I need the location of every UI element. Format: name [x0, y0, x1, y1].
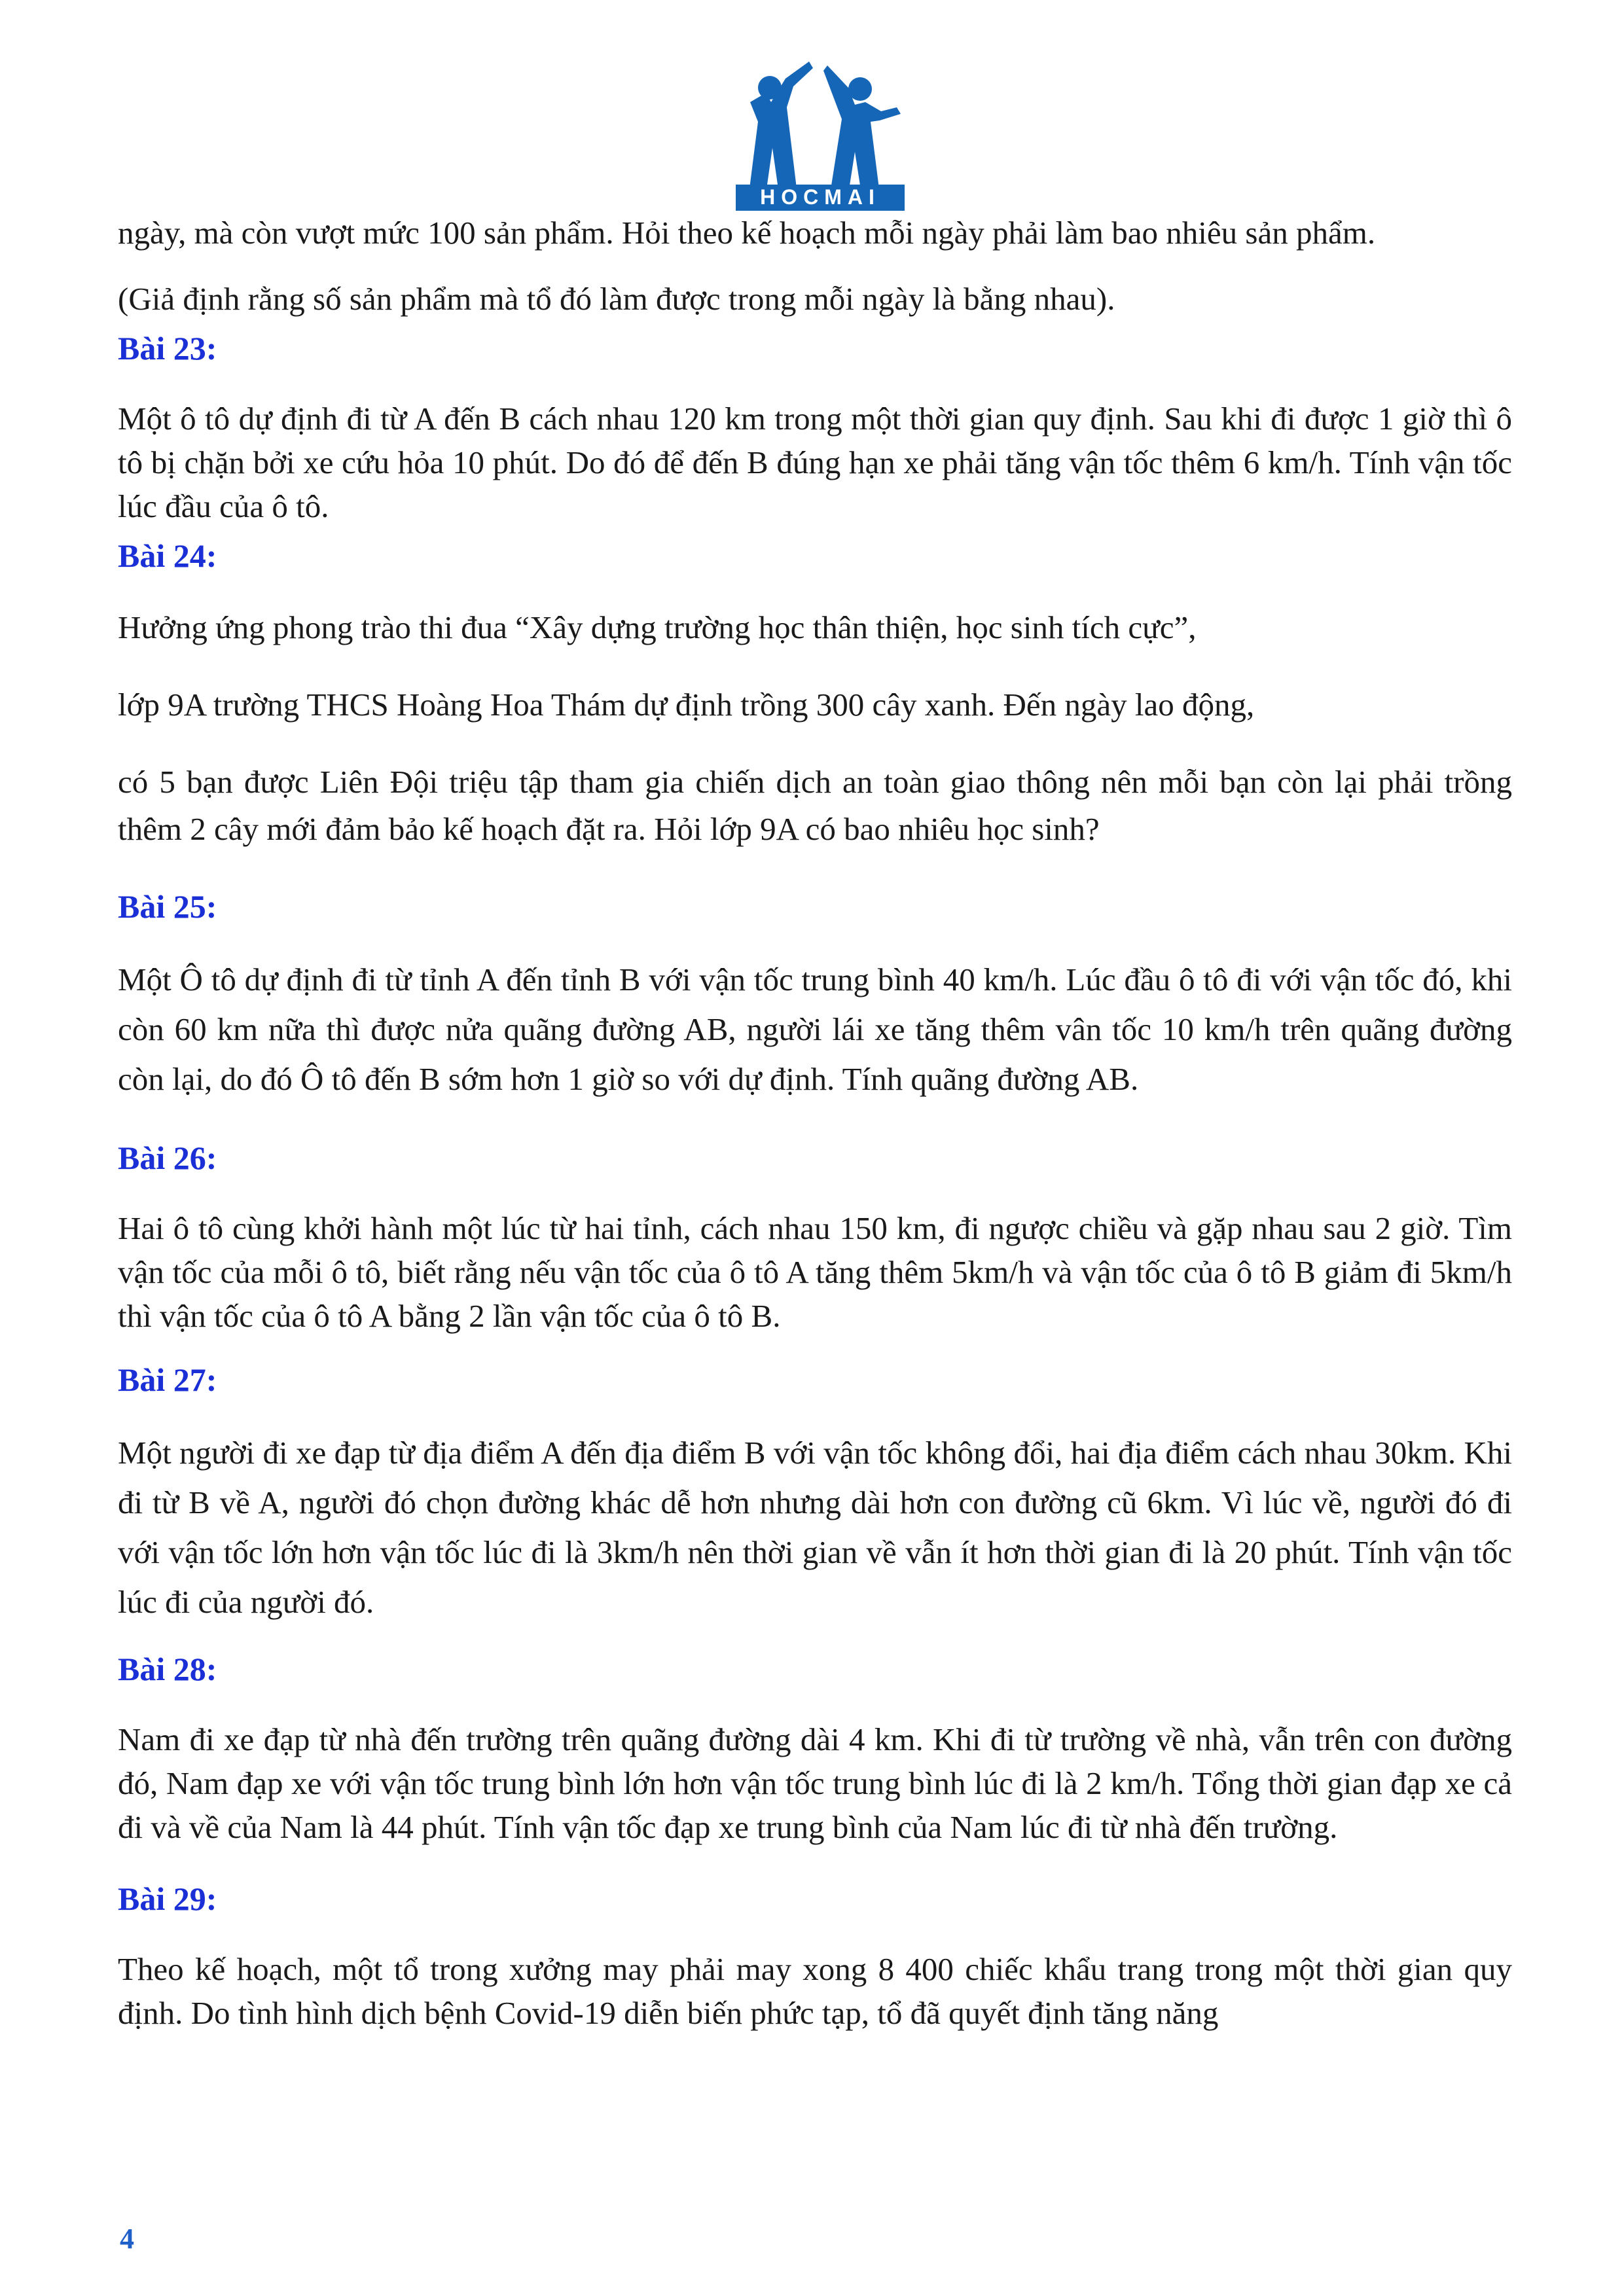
exercise-title: Bài 24:: [118, 537, 217, 574]
exercise-title: Bài 28:: [118, 1651, 217, 1687]
paragraph: lớp 9A trường THCS Hoàng Hoa Thám dự định trồng 300 cây xanh. Đến ngày lao động,: [118, 687, 1255, 723]
logo-text: HOCMAI: [760, 185, 880, 209]
exercise-title: Bài 29:: [118, 1880, 217, 1917]
paragraph: Nam đi xe đạp từ nhà đến trường trên quãng đường dài 4 km. Khi đi từ trường về nhà, vẫn trên con đường đó, Nam đạp xe với vận tốc trung bình lớn hơn vận tốc trung bình lúc đi là 2 km/h. Tổng thời gian đạp xe cả đi và về của Nam là 44 phút. Tính vận tốc đạp xe trung bình của Nam lúc đi từ nhà đến trường.: [118, 1721, 1512, 1845]
paragraph: Một ô tô dự định đi từ A đến B cách nhau 120 km trong một thời gian quy định. Sau khi đi được 1 giờ thì ô tô bị chặn bởi xe cứu hỏa 10 phút. Do đó để đến B đúng hạn xe phải tăng vận tốc thêm 6 km/h. Tính vận tốc lúc đầu của ô tô.: [118, 401, 1512, 524]
paragraph: Một người đi xe đạp từ địa điểm A đến địa điểm B với vận tốc không đổi, hai địa điểm cách nhau 30km. Khi đi từ B về A, người đó chọn đường khác dễ hơn nhưng dài hơn con đường cũ 6km. Vì lúc về, người đó đi với vận tốc lớn hơn vận tốc lúc đi là 3km/h nên thời gian về vẫn ít hơn thời gian đi là 20 phút. Tính vận tốc lúc đi của người đó.: [118, 1435, 1512, 1620]
paragraph: Hai ô tô cùng khởi hành một lúc từ hai tỉnh, cách nhau 150 km, đi ngược chiều và gặp nhau sau 2 giờ. Tìm vận tốc của mỗi ô tô, biết rằng nếu vận tốc của ô tô A tăng thêm 5km/h và vận tốc của ô tô B giảm đi 5km/h thì vận tốc của ô tô A bằng 2 lần vận tốc của ô tô B.: [118, 1210, 1512, 1334]
exercise-title: Bài 27:: [118, 1361, 217, 1398]
document-body: [118, 211, 1512, 2035]
hocmai-logo: [732, 56, 909, 213]
paragraph: Hưởng ứng phong trào thi đua “Xây dựng trường học thân thiện, học sinh tích cực”,: [118, 609, 1197, 645]
paragraph: Theo kế hoạch, một tổ trong xưởng may phải may xong 8 400 chiếc khẩu trang trong một thời gian quy định. Do tình hình dịch bệnh Covid-19 diễn biến phức tạp, tổ đã quyết định tăng năng: [118, 1951, 1512, 2031]
exercise-title: Bài 26:: [118, 1139, 217, 1176]
paragraph: có 5 bạn được Liên Đội triệu tập tham gia chiến dịch an toàn giao thông nên mỗi bạn còn lại phải trồng thêm 2 cây mới đảm bảo kế hoạch đặt ra. Hỏi lớp 9A có bao nhiêu học sinh?: [118, 764, 1512, 847]
paragraph: Một Ô tô dự định đi từ tỉnh A đến tỉnh B với vận tốc trung bình 40 km/h. Lúc đầu ô tô đi với vận tốc đó, khi còn 60 km nữa thì được nửa quãng đường AB, người lái xe tăng thêm vân tốc 10 km/h trên quãng đường còn lại, do đó Ô tô đến B sớm hơn 1 giờ so với dự định. Tính quãng đường AB.: [118, 961, 1512, 1097]
page-number: 4: [120, 2223, 134, 2255]
paragraph: (Giả định rằng số sản phẩm mà tổ đó làm được trong mỗi ngày là bằng nhau).: [118, 281, 1115, 317]
exercise-title: Bài 25:: [118, 888, 217, 925]
paragraph: ngày, mà còn vượt mức 100 sản phẩm. Hỏi theo kế hoạch mỗi ngày phải làm bao nhiêu sản phẩm.: [118, 215, 1376, 251]
exercise-title: Bài 23:: [118, 330, 217, 367]
hocmai-logo-icon: [732, 56, 909, 213]
